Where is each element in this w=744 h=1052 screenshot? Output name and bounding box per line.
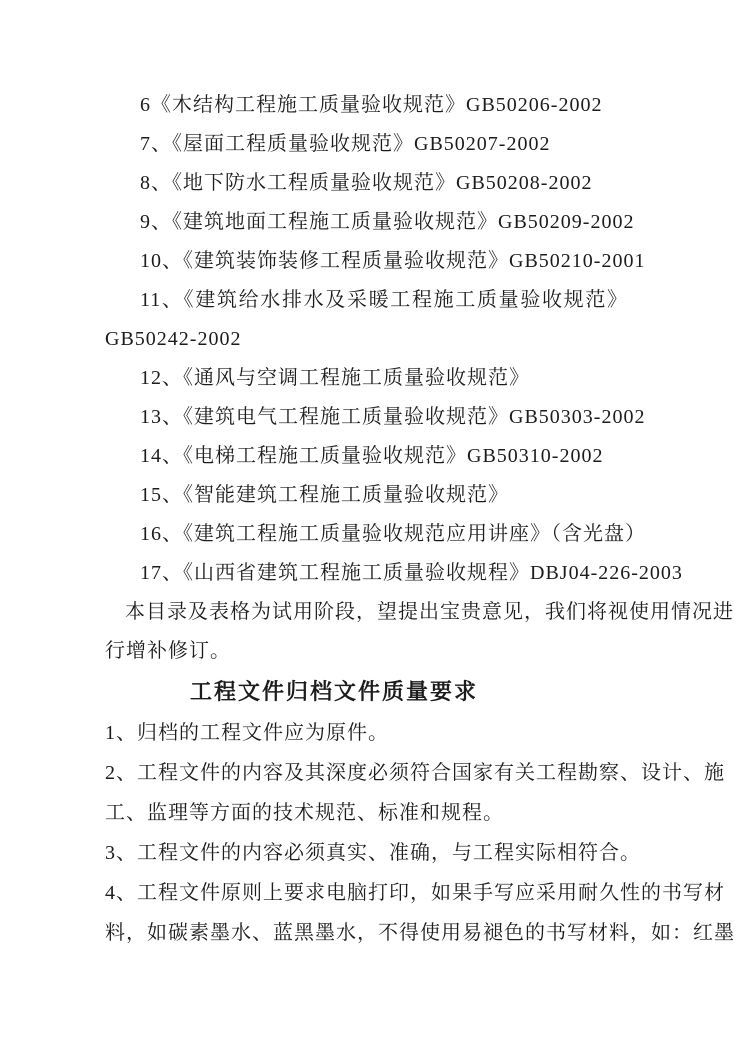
standard-item-8: 8、《地下防水工程质量验收规范》GB50208-2002 xyxy=(140,172,593,194)
section-heading: 工程文件归档文件质量要求 xyxy=(190,679,479,704)
standard-item-10: 10、《建筑装饰装修工程质量验收规范》GB50210-2001 xyxy=(140,250,646,272)
standard-item-17: 17、《山西省建筑工程施工质量验收规程》DBJ04-226-2003 xyxy=(140,562,683,584)
standard-item-6: 6《木结构工程施工质量验收规范》GB50206-2002 xyxy=(140,94,603,116)
requirement-line-1: 1、归档的工程文件应为原件。 xyxy=(105,722,389,744)
standard-item-12: 12、《通风与空调工程施工质量验收规范》 xyxy=(140,367,530,389)
standard-item-7: 7、《屋面工程质量验收规范》GB50207-2002 xyxy=(140,133,551,155)
requirement-line-4a: 4、工程文件原则上要求电脑打印，如果手写应采用耐久性的书写材 xyxy=(105,882,725,904)
standard-item-16: 16、《建筑工程施工质量验收规范应用讲座》（含光盘） xyxy=(140,523,646,545)
requirement-line-4b: 料，如碳素墨水、蓝黑墨水，不得使用易褪色的书写材料，如：红墨 xyxy=(105,922,735,944)
document-content xyxy=(105,86,735,953)
standard-item-11: 11、《建筑给水排水及采暖工程施工质量验收规范》 xyxy=(140,289,628,311)
requirement-line-3: 3、工程文件的内容必须真实、准确，与工程实际相符合。 xyxy=(105,842,641,864)
standard-item-11-continuation: GB50242-2002 xyxy=(105,328,242,350)
note-line-2: 行增补修订。 xyxy=(105,640,231,662)
requirement-line-2b: 工、监理等方面的技术规范、标准和规程。 xyxy=(105,802,504,824)
note-line-1: 本目录及表格为试用阶段，望提出宝贵意见，我们将视使用情况进 xyxy=(125,601,734,623)
standard-item-15: 15、《智能建筑工程施工质量验收规范》 xyxy=(140,484,509,506)
standard-item-13: 13、《建筑电气工程施工质量验收规范》GB50303-2002 xyxy=(140,406,646,428)
standard-item-9: 9、《建筑地面工程施工质量验收规范》GB50209-2002 xyxy=(140,211,635,233)
requirement-line-2a: 2、工程文件的内容及其深度必须符合国家有关工程勘察、设计、施 xyxy=(105,762,725,784)
standard-item-14: 14、《电梯工程施工质量验收规范》GB50310-2002 xyxy=(140,445,604,467)
